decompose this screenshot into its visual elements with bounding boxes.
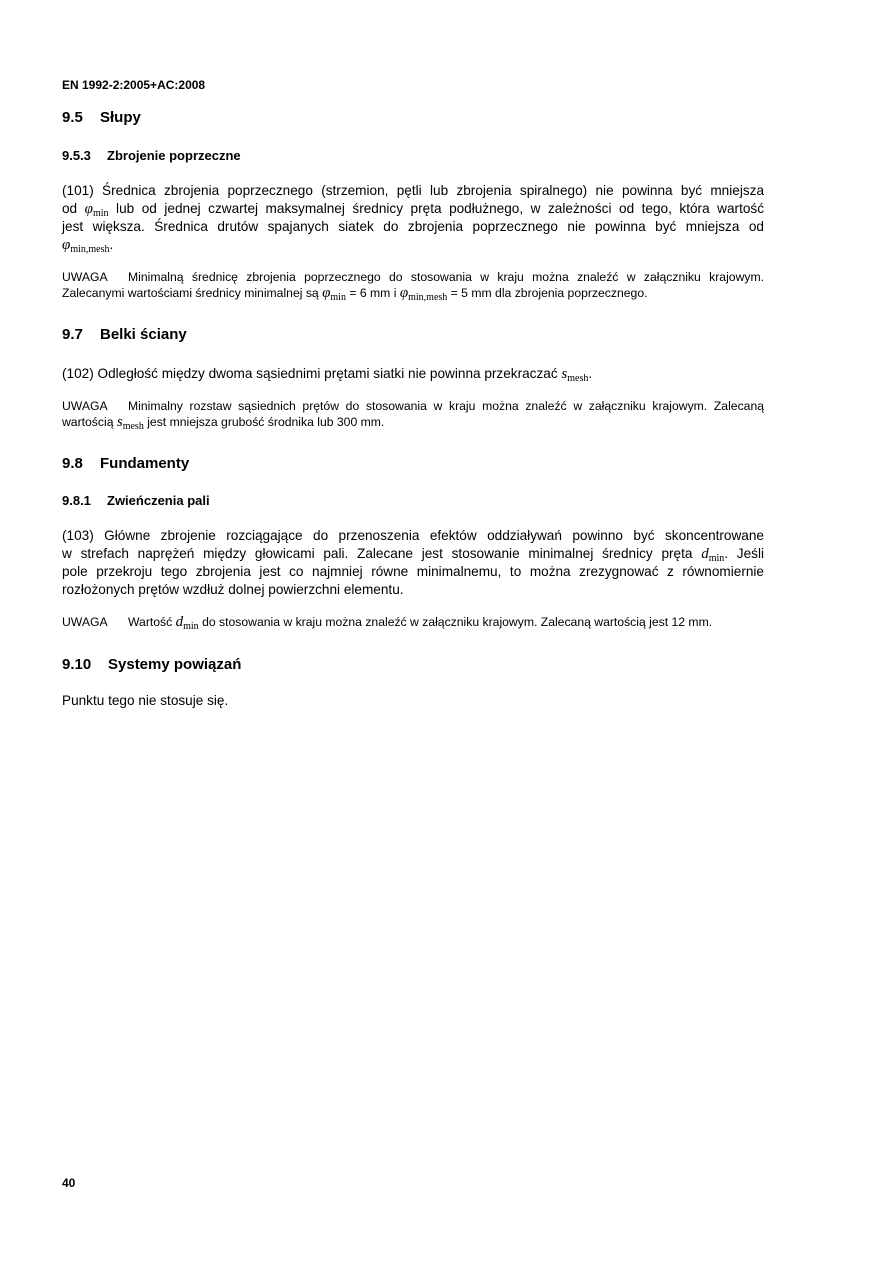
section-heading-9-10 <box>62 656 241 673</box>
paragraph-line: pole przekroju tego zbrojenia jest co najmniej równe minimalnemu, to można zrezygnować z równomiernie <box>62 564 764 579</box>
note-line <box>62 398 764 414</box>
section-number: 9.7 <box>62 326 83 343</box>
phi-min-symbol: $\varphi_{min}$ <box>322 285 346 303</box>
paragraph-line: (103) Główne zbrojenie rozciągające do przenoszenia efektów oddziaływań powinno być skoncentrowane <box>62 528 764 543</box>
note-text: Minimalny rozstaw sąsiednich prętów do stosowania w kraju można znaleźć w załączniku krajowym. Zalecaną <box>128 399 764 413</box>
section-heading-9-8 <box>62 455 189 472</box>
s-mesh-symbol: $s_{mesh}$ <box>561 366 589 384</box>
document-header: EN 1992-2:2005+AC:2008 <box>62 78 206 92</box>
paragraph-line: w strefach naprężeń między głowicami pali. Zalecane jest stosowanie minimalnej średnicy pręta $d_{min}$. Jeśli <box>62 546 765 564</box>
note-label: UWAGA <box>62 399 108 413</box>
note-line: wartością $s_{mesh}$ jest mniejsza grubość środnika lub 300 mm. <box>62 414 385 432</box>
note-text: Minimalną średnicę zbrojenia poprzecznego do stosowania w kraju można znaleźć w załączniku krajowym. <box>128 270 764 284</box>
paragraph-103 <box>62 527 764 599</box>
section-title: Fundamenty <box>100 455 190 472</box>
note-103 <box>62 614 764 630</box>
note-line <box>62 269 764 285</box>
paragraph-line: $\varphi_{min,mesh}$. <box>62 237 114 255</box>
subsection-number: 9.8.1 <box>62 493 91 508</box>
section-title: Belki ściany <box>100 326 187 343</box>
text-run: lub od jednej czwartej maksymalnej średnicy pręta podłużnego, w zależności od tego, która wartość <box>108 201 764 216</box>
subsection-number: 9.5.3 <box>62 148 91 163</box>
paragraph-line: jest większa. Średnica drutów spajanych siatek do zbrojenia poprzecznego nie powinna być mniejsza od <box>62 219 764 234</box>
note-101 <box>62 269 764 301</box>
note-label: UWAGA <box>62 615 108 629</box>
s-mesh-symbol: $s_{mesh}$ <box>116 414 144 432</box>
paragraph-9-10 <box>62 692 764 710</box>
section-number: 9.5 <box>62 109 83 126</box>
text-run: od <box>62 201 85 216</box>
note-102 <box>62 398 764 430</box>
paragraph-line: rozłożonych prętów wzdłuż dolnej powierzchni elementu. <box>62 582 404 597</box>
section-heading-9-5 <box>62 109 141 126</box>
paragraph-102 <box>62 365 764 383</box>
d-min-symbol: $d_{min}$ <box>175 614 199 632</box>
subsection-heading-9-5-3 <box>62 148 241 163</box>
paragraph-101 <box>62 182 764 254</box>
paragraph-line: (102) Odległość między dwoma sąsiednimi prętami siatki nie powinna przekraczać $s_{mesh}$. <box>62 366 593 384</box>
section-heading-9-7 <box>62 326 187 343</box>
phi-min-symbol: $\varphi_{min}$ <box>84 201 109 219</box>
paragraph-line: Punktu tego nie stosuje się. <box>62 693 229 708</box>
subsection-title: Zbrojenie poprzeczne <box>107 148 241 163</box>
note-line: Zalecanymi wartościami średnicy minimalnej są $\varphi_{min} = 6$ mm i $\varphi_{min,mesh} = 5$ mm dla zbrojenia poprzecznego. <box>62 285 648 303</box>
note-line: UWAGA Wartość $d_{min}$ do stosowania w kraju można znaleźć w załączniku krajowym. Zalecaną wartością jest 12 mm. <box>62 614 713 632</box>
section-number: 9.8 <box>62 455 83 472</box>
subsection-title: Zwieńczenia pali <box>107 493 210 508</box>
paragraph-line <box>62 200 764 218</box>
section-number: 9.10 <box>62 656 92 673</box>
subsection-heading-9-8-1 <box>62 493 210 508</box>
section-title: Słupy <box>100 109 141 126</box>
note-label: UWAGA <box>62 270 108 284</box>
phi-min-mesh-symbol: $\varphi_{min,mesh}$ <box>62 237 110 255</box>
paragraph-line: (101) Średnica zbrojenia poprzecznego (strzemion, pętli lub zbrojenia spiralnego) nie powinna być mniejsza <box>62 183 764 198</box>
page-number: 40 <box>62 1176 76 1190</box>
d-min-symbol: $d_{min}$ <box>701 546 725 564</box>
section-title: Systemy powiązań <box>108 656 242 673</box>
phi-min-mesh-symbol: $\varphi_{min,mesh}$ <box>399 285 448 303</box>
